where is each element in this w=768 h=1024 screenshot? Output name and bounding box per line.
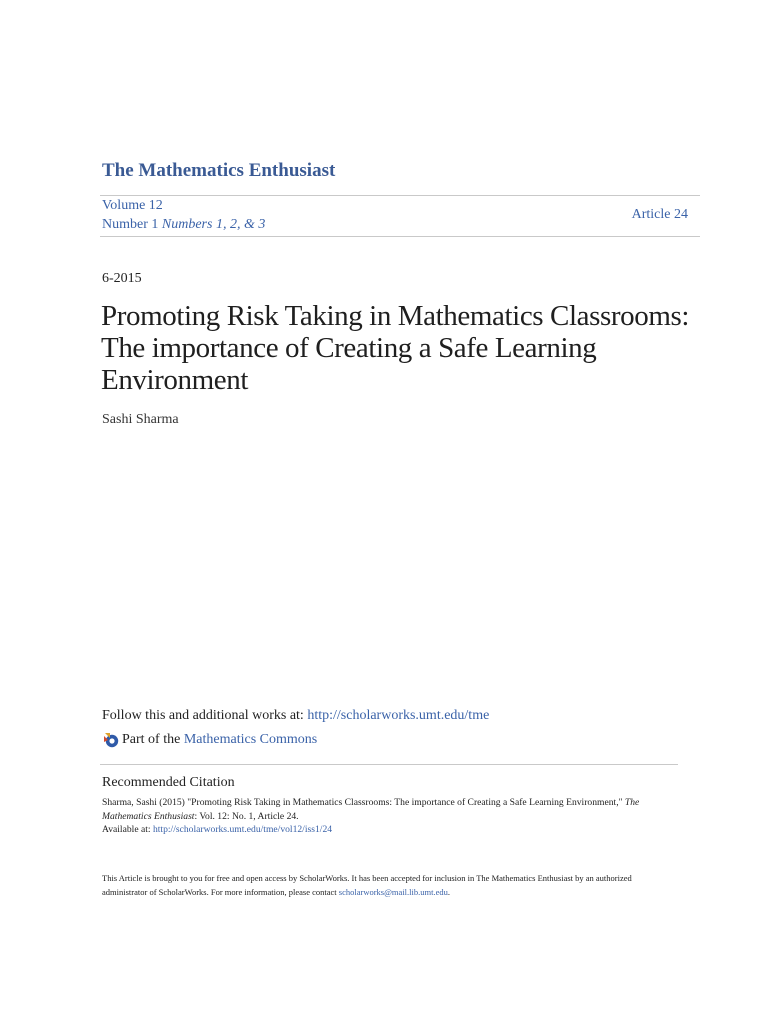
citation-line2: : Vol. 12: No. 1, Article 24. — [194, 810, 299, 822]
contact-email-link[interactable]: scholarworks@mail.lib.umt.edu — [338, 887, 448, 897]
partof-text: Part of the — [122, 732, 181, 747]
volume-link[interactable]: Volume 12 — [102, 198, 163, 213]
footer-text: This Article is brought to you for free and open access by ScholarWorks. It has been accepted for inclusion in The Mathematics Enthusiast by an authorized administrator of ScholarWorks. For more information, please contact — [102, 873, 632, 897]
citation-text — [102, 796, 662, 837]
divider-top — [100, 195, 700, 196]
follow-line — [102, 708, 489, 724]
footer-end: . — [447, 887, 451, 897]
article-link[interactable]: Article 24 — [631, 207, 688, 222]
publication-date: 6-2015 — [102, 271, 142, 286]
number-italic: Numbers 1, 2, & 3 — [161, 217, 266, 232]
journal-title[interactable]: The Mathematics Enthusiast — [102, 160, 336, 181]
follow-url-link[interactable]: http://scholarworks.umt.edu/tme — [307, 708, 490, 723]
citation-line1: Sharma, Sashi (2015) "Promoting Risk Taking in Mathematics Classrooms: The importance of Creating a Safe Learning Environment," — [102, 797, 625, 808]
part-of-line — [102, 731, 317, 749]
paper-title: Promoting Risk Taking in Mathematics Classrooms: The importance of Creating a Safe Learning Environment — [101, 300, 690, 396]
number-prefix: Number 1 — [102, 217, 159, 232]
author-name[interactable]: Sashi Sharma — [102, 412, 179, 427]
citation-url-link[interactable]: http://scholarworks.umt.edu/tme/vol12/iss1/24 — [152, 824, 333, 835]
follow-text: Follow this and additional works at: — [102, 708, 308, 723]
commons-logo-icon — [102, 731, 120, 749]
citation-journal: The Mathematics Enthusiast — [102, 797, 640, 822]
divider-citation — [100, 764, 678, 765]
mathematics-commons-link[interactable]: Mathematics Commons — [183, 732, 318, 747]
available-label: Available at: — [102, 824, 153, 835]
footer-note — [102, 871, 662, 899]
divider-bottom — [100, 236, 700, 237]
number-line[interactable] — [102, 217, 265, 233]
recommended-citation-heading: Recommended Citation — [102, 775, 235, 790]
